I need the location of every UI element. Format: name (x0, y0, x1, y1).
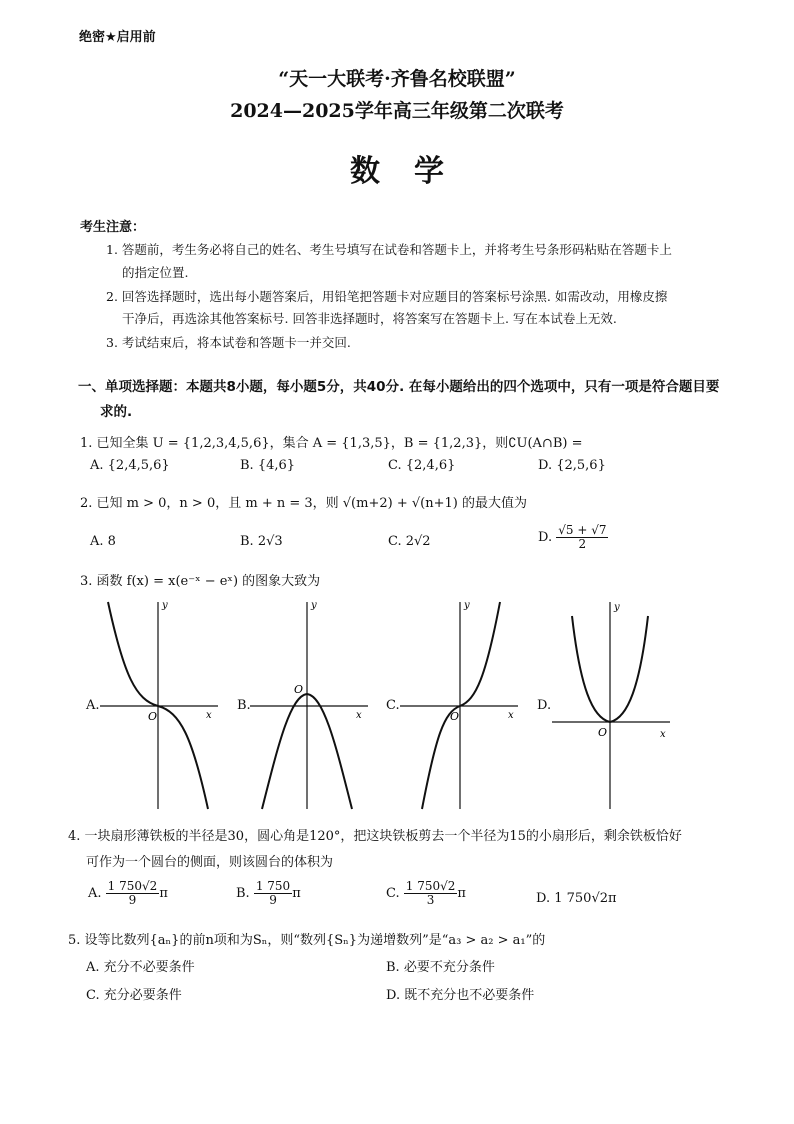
pi-symbol: π (159, 886, 168, 902)
y-axis-label: y (464, 600, 470, 611)
fraction-numerator: 1 750√2 (107, 879, 158, 893)
pi-symbol: π (292, 886, 301, 902)
exam-title-line2: 2024—2025学年高三年级第二次联考 (230, 100, 564, 122)
q1-option-b: B. {4,6} (240, 458, 296, 473)
exam-title-line1: “天一大联考·齐鲁名校联盟” (278, 68, 516, 90)
fraction-numerator: 1 750√2 (405, 879, 456, 893)
x-axis-label: x (356, 710, 362, 721)
q3-graph-a (100, 596, 220, 811)
q2-option-d-fraction (556, 524, 608, 551)
pi-symbol: π (457, 886, 466, 902)
subject-title: 数学 (350, 154, 478, 189)
origin-label: O (148, 710, 158, 723)
fraction-denominator: 3 (426, 893, 435, 908)
q3-option-a-label: A. (86, 698, 100, 713)
q5-option-c: C. 充分必要条件 (86, 988, 182, 1003)
section-heading-cont: 求的. (100, 404, 133, 420)
x-axis-label: x (508, 710, 514, 721)
question-3-stem: 3. 函数 f(x) = x(e⁻ˣ − eˣ) 的图象大致为 (80, 574, 321, 589)
notice-line: 3. 考试结束后，将本试卷和答题卡一并交回. (106, 335, 351, 350)
notice-heading: 考生注意： (80, 220, 146, 235)
x-axis-label: x (660, 729, 666, 740)
q4-option-b-label: B. (236, 886, 250, 902)
fraction-numerator: 1 750 (255, 879, 291, 893)
y-axis-label: y (614, 602, 620, 613)
notice-line: 1. 答题前，考生务必将自己的姓名、考生号填写在试卷和答题卡上，并将考生号条形码粘贴在答题卡上 (106, 242, 672, 257)
q5-option-a: A. 充分不必要条件 (86, 960, 195, 975)
notice-line: 2. 回答选择题时，选出每小题答案后，用铅笔把答题卡对应题目的答案标号涂黑. 如需改动，用橡皮擦 (106, 289, 668, 304)
q1-option-a: A. {2,4,5,6} (90, 458, 170, 473)
origin-label: O (598, 726, 608, 739)
q3-option-c-label: C. (386, 698, 400, 713)
notice-line: 干净后，再选涂其他答案标号. 回答非选择题时，将答案写在答题卡上. 写在本试卷上无效. (122, 311, 617, 326)
q4-option-b (236, 880, 301, 907)
origin-label: O (450, 710, 460, 723)
q2-option-a: A. 8 (90, 534, 116, 549)
q5-option-b: B. 必要不充分条件 (386, 960, 495, 975)
q2-option-c: C. 2√2 (388, 534, 431, 549)
fraction-denominator: 2 (578, 537, 587, 552)
q4-option-c-label: C. (386, 886, 400, 902)
q3-graph-b (250, 596, 370, 811)
question-5-stem: 5. 设等比数列{aₙ}的前n项和为Sₙ，则“数列{Sₙ}为递增数列”是“a₃ > a₂ > a₁”的 (68, 933, 546, 948)
question-2-stem: 2. 已知 m > 0，n > 0，且 m + n = 3，则 √(m+2) + √(n+1) 的最大值为 (80, 496, 527, 511)
origin-label: O (294, 683, 304, 696)
q2-option-b: B. 2√3 (240, 534, 283, 549)
q3-option-d-label: D. (537, 698, 552, 713)
fraction-numerator: √5 + √7 (558, 523, 607, 537)
question-1-stem: 1. 已知全集 U = {1,2,3,4,5,6}，集合 A = {1,3,5}，B = {1,2,3}，则∁U(A∩B) = (80, 436, 583, 451)
q3-graph-d (552, 596, 672, 811)
fraction-denominator: 9 (128, 893, 137, 908)
confidential-mark: 绝密★启用前 (79, 30, 156, 45)
q4-option-c (386, 880, 466, 907)
y-axis-label: y (311, 600, 317, 611)
q1-option-c: C. {2,4,6} (388, 458, 456, 473)
q2-option-d-label: D. (538, 530, 553, 546)
q4-option-a-label: A. (88, 886, 102, 902)
q4-option-a-fraction (106, 880, 160, 907)
question-4-stem: 4. 一块扇形薄铁板的半径是30，圆心角是120°，把这块铁板剪去一个半径为15的小扇形后，剩余铁板恰好 (68, 829, 682, 844)
x-axis-label: x (206, 710, 212, 721)
question-4-stem-cont: 可作为一个圆台的侧面，则该圆台的体积为 (86, 855, 334, 870)
y-axis-label: y (162, 600, 168, 611)
q4-option-b-fraction (254, 880, 292, 907)
fraction-denominator: 9 (269, 893, 277, 908)
q4-option-d: D. 1 750√2π (536, 891, 617, 906)
q3-graph-c (400, 596, 520, 811)
q3-option-b-label: B. (237, 698, 251, 713)
section-heading: 一、单项选择题：本题共8小题，每小题5分，共40分. 在每小题给出的四个选项中，只有一项是符合题目要 (78, 379, 720, 395)
q2-option-d (538, 524, 608, 551)
q4-option-a (88, 880, 168, 907)
q4-option-c-fraction (404, 880, 458, 907)
q5-option-d: D. 既不充分也不必要条件 (386, 988, 535, 1003)
notice-line: 的指定位置. (122, 265, 189, 280)
q1-option-d: D. {2,5,6} (538, 458, 606, 473)
